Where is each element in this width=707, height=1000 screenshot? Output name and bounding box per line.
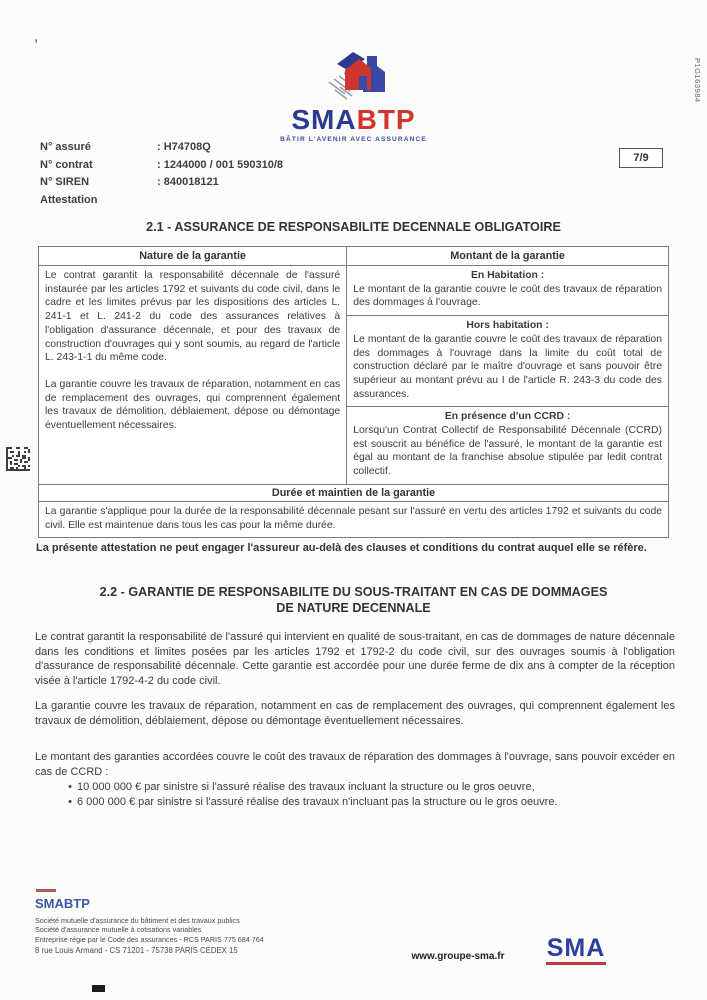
montant-ccrd-body: Lorsqu'un Contrat Collectif de Responsabilité Décennale (CCRD) est souscrit au bénéfice de l'assuré, le montant de la garantie est égal au montant de la franchise absolue stipulée par ledit contrat collectif. xyxy=(353,425,662,478)
section-22-title-line2: DE NATURE DECENNALE xyxy=(276,600,431,615)
duree-body: La garantie s'applique pour la durée de la responsabilité décennale pesant sur l'assuré en vertu des articles 1792 et suivants du code civil. Elle est maintenue dans tous les cas pour la même durée. xyxy=(45,505,662,531)
footer-address: 8 rue Louis Armand - CS 71201 - 75738 PARIS CEDEX 15 xyxy=(35,946,238,955)
footer-legal-lines xyxy=(35,916,264,944)
attestation-disclaimer: La présente attestation ne peut engager l'assureur au-delà des clauses et conditions du contrat auquel elle se réfère. xyxy=(36,542,647,554)
montant-cell xyxy=(347,266,668,484)
field-assure-label: N° assuré xyxy=(40,141,91,153)
field-contrat xyxy=(40,157,283,175)
sma-logo-text: SMA xyxy=(546,934,606,962)
document-side-code: P1G163984 xyxy=(693,58,702,103)
list-item xyxy=(35,795,675,810)
montant-habitation-body: Le montant de la garantie couvre le coût des travaux de réparation des dommages à l'ouvrage. xyxy=(353,283,662,309)
montant-ccrd xyxy=(347,407,668,484)
field-contrat-label: N° contrat xyxy=(40,158,93,171)
footer-legal-line1: Société mutuelle d'assurance du bâtiment et des travaux publics xyxy=(35,916,240,925)
field-siren-value: : 840018121 xyxy=(157,176,219,188)
guarantee-table xyxy=(38,246,669,538)
smabtp-logo xyxy=(244,48,464,143)
montant-hors-habitation-body: Le montant de la garantie couvre le coût des travaux de réparation des dommages à l'ouvrage dans la limite du coût total de construction déclaré par le maître d'ouvrage et sans pouvoir être supérieur au montant prévu au I de l'article R. 243-3 du code des assurances. xyxy=(353,333,662,400)
sma-logo xyxy=(546,936,606,965)
col-montant-header: Montant de la garantie xyxy=(450,250,565,262)
table-main-row xyxy=(39,266,668,485)
section-22-title-line1: 2.2 - GARANTIE DE RESPONSABILITE DU SOUS-TRAITANT EN CAS DE DOMMAGES xyxy=(99,585,608,599)
logo-sma-text: SMA xyxy=(291,104,357,135)
nature-paragraph-2: La garantie couvre les travaux de réparation, notamment en cas de remplacement des ouvrages, qui comprennent également les travaux de démolition, déblaiement, dépose ou démontage éventuellement nécessaires. xyxy=(45,378,341,432)
footer-website: www.groupe-sma.fr xyxy=(411,951,505,962)
bullet-icon: • xyxy=(68,796,72,808)
nature-cell xyxy=(39,266,347,484)
nature-paragraph-1: Le contrat garantit la responsabilité décennale de l'assuré instaurée par les articles 1792 et suivants du code civil, dans le cadre et les limites prévus par les dispositions des articles L. 241-1 et L. 241-2 du code des assurances relatives à l'obligation d'assurance décennale, et pour des travaux de construction d'ouvrages qui y sont soumis, au regard de l'article L. 243-1-1 du même code. xyxy=(45,270,341,364)
footer-company-name: SMABTP xyxy=(35,896,90,911)
montant-ccrd-heading: En présence d'un CCRD : xyxy=(444,411,571,423)
logo-tagline: BÂTIR L'AVENIR AVEC ASSURANCE xyxy=(280,136,427,143)
page-number: 7/9 xyxy=(619,148,663,168)
limit-structure: 10 000 000 € par sinistre si l'assuré réalise des travaux incluant la structure ou le gros oeuvre, xyxy=(77,781,535,793)
sma-logo-underline xyxy=(546,962,606,965)
field-contrat-value: : 1244000 / 001 590310/8 xyxy=(157,158,284,171)
limit-no-structure: 6 000 000 € par sinistre si l'assuré réalise des travaux n'incluant pas la structure ou le gros oeuvre. xyxy=(77,796,558,808)
section-22-paragraph-3: Le montant des garanties accordées couvre le coût des travaux de réparation des dommages à l'ouvrage, sans pouvoir excéder en cas de CCRD : xyxy=(35,751,675,778)
ccrd-limits-list xyxy=(35,780,675,810)
montant-hors-habitation-heading: Hors habitation : xyxy=(466,320,549,332)
field-siren xyxy=(40,174,283,192)
field-attestation xyxy=(40,192,283,210)
section-22-paragraph-1: Le contrat garantit la responsabilité de l'assuré qui intervient en qualité de sous-traitant, en cas de dommages de nature décennale dans les conditions et limites posées par les articles 1792 et 1792-2 du code civil, sur des ouvrages soumis à l'obligation d'assurance de responsabilité décennale. Cette garantie est accordée pour une durée ferme de dix ans à compter de la réception visée à l'article 1792-4-2 du code civil. xyxy=(35,631,675,687)
montant-habitation xyxy=(347,266,668,316)
footer-legal-line3: Entreprise régie par le Code des assurances - RCS PARIS 775 684 764 xyxy=(35,934,264,944)
col-nature-header: Nature de la garantie xyxy=(39,247,347,265)
logo-houses-icon xyxy=(315,48,393,104)
logo-btp-text: BTP xyxy=(356,104,416,135)
datamatrix-code-icon xyxy=(6,447,30,476)
bullet-icon: • xyxy=(68,781,72,793)
field-assure-value: : H74708Q xyxy=(157,141,211,153)
scan-artifact-mark xyxy=(92,985,105,992)
section-22-paragraph-2: La garantie couvre les travaux de réparation, notamment en cas de remplacement des ouvrages, qui comprennent également les travaux de démolition, déblaiement, dépose ou démontage éventuellement nécessaires. xyxy=(35,700,675,727)
footer-rule xyxy=(36,889,56,892)
field-assure xyxy=(40,139,283,157)
montant-hors-habitation xyxy=(347,316,668,407)
list-item xyxy=(35,780,675,795)
logo-wordmark xyxy=(244,106,464,134)
field-siren-label: N° SIREN xyxy=(40,176,90,188)
field-attestation-label: Attestation xyxy=(40,193,98,206)
policy-header-fields xyxy=(40,139,283,209)
section-21-title: 2.1 - ASSURANCE DE RESPONSABILITE DECENNALE OBLIGATOIRE xyxy=(146,220,561,234)
scan-artifact-comma: , xyxy=(34,28,39,45)
section-22-title xyxy=(0,585,707,616)
duree-header: Durée et maintien de la garantie xyxy=(39,485,668,502)
montant-habitation-heading: En Habitation : xyxy=(470,270,545,281)
table-header-row xyxy=(39,247,668,266)
footer-legal-line2: Société d'assurance mutuelle à cotisations variables xyxy=(35,925,202,935)
